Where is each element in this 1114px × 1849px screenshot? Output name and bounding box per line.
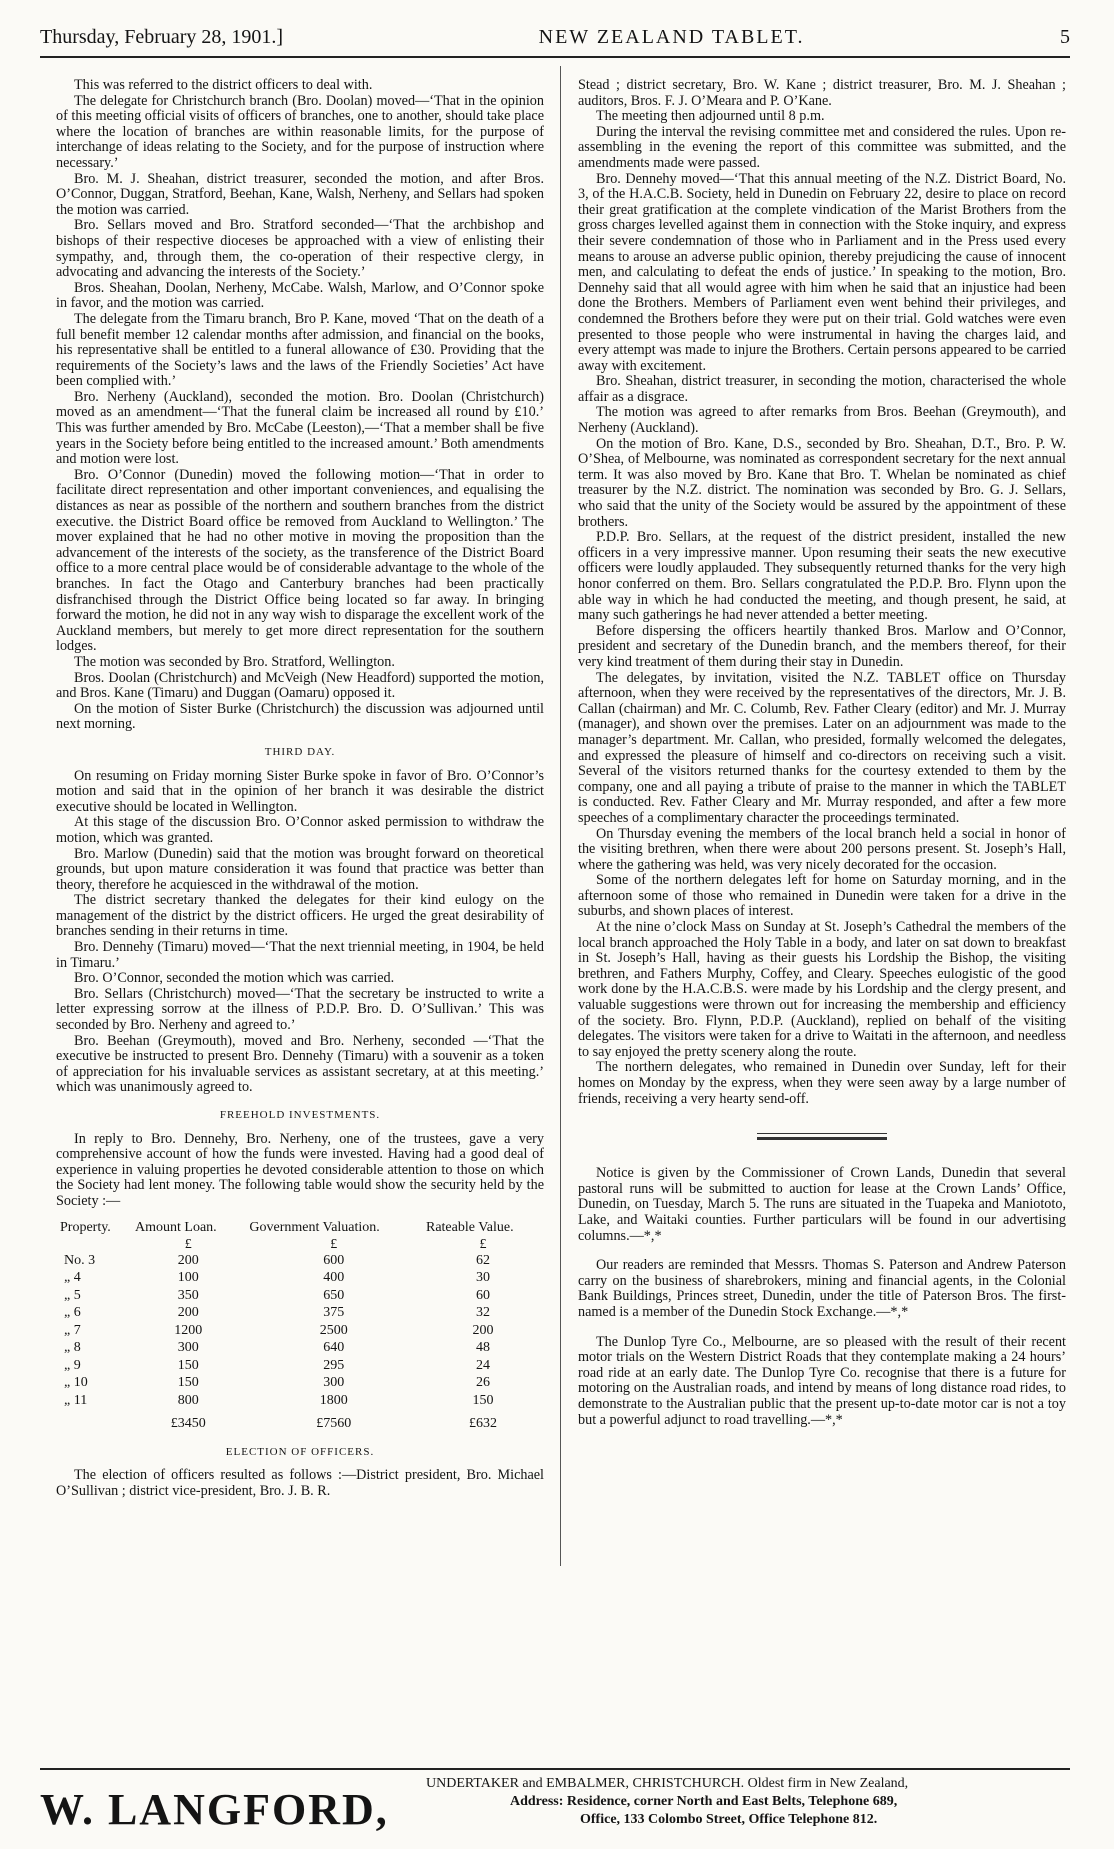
cell: „ 4 (64, 1270, 81, 1286)
cell: 150 (177, 1357, 199, 1373)
paragraph: Bros. Doolan (Christchurch) and McVeigh (New Headford) supported the motion, and Bros. Kane (Timaru) and Duggan (Oamaru) opposed it. (56, 669, 544, 702)
cell: 32 (475, 1305, 490, 1321)
table-row (56, 1304, 544, 1322)
cell: „ 8 (64, 1340, 81, 1356)
cell: 400 (323, 1270, 345, 1286)
address-label: Address: (510, 1794, 564, 1809)
cell: 62 (475, 1252, 490, 1268)
paragraph: Bro. Sellars (Christchurch) moved—‘That the secretary be instructed to write a letter expressing sorrow at the illness of P.D.P. Bro. D. O’Sullivan.’ This was seconded by Bro. Nerheny and agreed to.’ (56, 985, 544, 1034)
notices (578, 1166, 1066, 1428)
notice-paterson-bros: Our readers are reminded that Messrs. Thomas S. Paterson and Andrew Paterson carry on the business of sharebrokers, mining and financial agents, in the Colonial Bank Buildings, Princes street, Dunedin, under the title of Paterson Bros. The first-named is a member of the Dunedin Stock Exchange.—*,* (578, 1257, 1066, 1320)
unit-cell: £ (184, 1236, 192, 1252)
table-row (56, 1357, 544, 1375)
cell: 24 (475, 1357, 490, 1373)
cell: 150 (472, 1392, 494, 1408)
paragraph: Bro. Nerheny (Auckland), seconded the motion. Bro. Doolan (Christchurch) moved as an amendment—‘That the funeral claim be increased all round by £10.’ This was further amended by Bro. McCabe (Leeston),—‘That a member shall be five years in the Society before being entitled to the increased amount.’ Both amendments and motion were lost. (56, 388, 544, 468)
newspaper-title: NEW ZEALAND TABLET. (538, 26, 805, 48)
section-heading-third-day: THIRD DAY. (264, 745, 336, 758)
cell: No. 3 (64, 1252, 96, 1268)
header-property: Property. (60, 1219, 111, 1235)
cell: „ 10 (64, 1375, 88, 1391)
table-row (56, 1392, 544, 1410)
paragraph: The motion was agreed to after remarks from Bros. Beehan (Greymouth), and Nerheny (Auckland). (578, 404, 1066, 437)
cell: „ 11 (64, 1392, 88, 1408)
cell: 26 (475, 1375, 490, 1391)
table-row (56, 1252, 544, 1270)
address-office: Office, 133 Colombo Street, Office Telephone 812. (580, 1812, 878, 1827)
cell: 640 (323, 1340, 345, 1356)
cell: 295 (323, 1357, 345, 1373)
table-row (56, 1322, 544, 1340)
table-row (56, 1339, 544, 1357)
property-table (56, 1220, 544, 1433)
cell: „ 9 (64, 1357, 81, 1373)
total-cell (56, 1409, 131, 1433)
advertiser-address (510, 1794, 897, 1810)
cell: 200 (472, 1322, 494, 1338)
paragraph: Bro. M. J. Sheahan, district treasurer, seconded the motion, and after Bros. O’Connor, Duggan, Stratford, Beehan, Kane, Walsh, Nerheny, and Sellars had spoken the motion was carried. (56, 170, 544, 218)
paragraph: The district secretary thanked the delegates for their kind eulogy on the management of the district by the district officers. He urged the great desirability of branches sending in their returns in time. (56, 892, 544, 940)
paragraph: Stead ; district secretary, Bro. W. Kane ; district treasurer, Bro. M. J. Sheahan ; auditors, Bros. F. J. O’Meara and P. O’Kane. (578, 77, 1066, 109)
left-column (56, 78, 544, 1499)
advertiser-name: W. LANGFORD, (40, 1785, 389, 1834)
paragraph: On the motion of Sister Burke (Christchurch) the discussion was adjourned until next morning. (56, 700, 544, 733)
right-column (578, 78, 1066, 1442)
total-cell: £7560 (316, 1416, 352, 1432)
cell: 1200 (174, 1322, 203, 1338)
cell: 300 (177, 1340, 199, 1356)
notice-crown-lands: Notice is given by the Commissioner of Crown Lands, Dunedin that several pastoral runs will be submitted to auction for lease at the Crown Lands’ Office, Dunedin, on Tuesday, March 5. The runs are situated in the Tuapeka and Maniototo, Lake, and Waitaki counties. Further particulars will be found in our advertising columns.—*,* (578, 1165, 1066, 1244)
paragraph: At the nine o’clock Mass on Sunday at St. Joseph’s Cathedral the members of the local branch approached the Holy Table in a body, and later on sat down to breakfast in St. Joseph’s Hall, having as their guests his Lordship the Bishop, the visiting brethren, and Fathers Murphy, Coffey, and Cleary. Speeches eulogistic of the good work done by the H.A.C.B.S. were made by his Lordship and the clergy present, and valuable suggestions were thrown out for increasing the membership and efficiency of the society. Bro. Flynn, P.D.P. (Auckland), replied on behalf of the visiting delegates. The visitors were taken for a drive to Waitati in the afternoon, and needless to say enjoyed the pretty scenery along the route. (578, 919, 1066, 1060)
paragraph: Bro. Marlow (Dunedin) said that the motion was brought forward on theoretical grounds, but upon mature consideration it was found that practice was better than theory, therefore he acquiesced in the withdrawal of the motion. (56, 845, 544, 893)
paragraph: The delegate from the Timaru branch, Bro P. Kane, moved ‘That on the death of a full benefit member 12 calendar months after admission, and financial on the books, his representative shall be entitled to a funeral allowance of £30. Providing that the requirements of the Society’s laws and the laws of the Friendly Societies’ Act have been complied with.’ (56, 310, 544, 390)
table-row (56, 1269, 544, 1287)
unit-cell: £ (330, 1236, 338, 1252)
paragraph: P.D.P. Bro. Sellars, at the request of the district president, installed the new officers in a very impressive manner. Upon resuming their seats the new executive officers were loudly applauded. They subsequently returned thanks for the very high honor conferred on them. Bro. Sellars congratulated the P.D.P. Bro. Flynn upon the able way in which he had conducted the meeting, and though present, he said, at many such gatherings he had never attended a better meeting. (578, 529, 1066, 624)
paragraph: Bro. O’Connor, seconded the motion which was carried. (74, 970, 395, 987)
cell: 350 (177, 1287, 199, 1303)
cell: 150 (177, 1375, 199, 1391)
paragraph: The meeting then adjourned until 8 p.m. (596, 108, 825, 125)
paragraph: The election of officers resulted as follows :—District president, Bro. Michael O’Sullivan ; district vice-president, Bro. J. B. R. (56, 1467, 544, 1499)
cell: 200 (177, 1305, 199, 1321)
divider-rule (757, 1133, 887, 1134)
paragraph: Before dispersing the officers heartily thanked Bros. Marlow and O’Connor, president and secretary of the Dunedin branch, and the members thereof, for their very kind treatment of them during their stay in Dunedin. (578, 622, 1066, 670)
advertiser-business: UNDERTAKER and EMBALMER, CHRISTCHURCH. Oldest firm in New Zealand, (426, 1776, 909, 1791)
page-number: 5 (1059, 26, 1070, 48)
header-amount-loan: Amount Loan. (135, 1219, 217, 1235)
column-divider (560, 66, 561, 1566)
paragraph: On the motion of Bro. Kane, D.S., seconded by Bro. Sheahan, D.T., Bro. P. W. O’Shea, of Melbourne, was nominated as correspondent secretary for the next annual term. It was also moved by Bro. Kane that Bro. T. Whelan be nominated as chief treasurer by the N.Z. district. The nomination was seconded by Bro. G. J. Sellars, who said that the unity of the Society would be assured by the appointment of these brothers. (578, 435, 1066, 530)
paragraph: Bro. Dennehy (Timaru) moved—‘That the next triennial meeting, in 1904, be held in Timaru.’ (56, 939, 544, 971)
cell: „ 5 (64, 1287, 81, 1303)
paragraph: Bro. O’Connor (Dunedin) moved the following motion—‘That in order to facilitate direct representation and other important conveniences, and equalising the distances as near as possible of the northern and southern branches from the district executive. the District Board office be removed from Auckland to Wellington.’ The mover explained that he had no other motive in moving the proposition than the advancement of the interests of the society, as the transference of the District Board office to a more central place would be of considerable advantage to the whole of the branches. In fact the Otago and Canterbury branches had been practically disfranchised through the District Office being located so far away. In bringing forward the motion, he did not in any way wish to disparage the excellent work of the Auckland members, but merely to get more direct representation for the southern lodges. (56, 466, 544, 655)
address-residence: Residence, corner North and East Belts, Telephone 689, (566, 1794, 898, 1809)
paragraph: On resuming on Friday morning Sister Burke spoke in favor of Bro. O’Connor’s motion and said that in the opinion of her branch it was desirable the district executive should be located in Wellington. (56, 767, 544, 815)
cell: 800 (177, 1392, 199, 1408)
divider-rule (757, 1137, 887, 1140)
paragraph: Some of the northern delegates left for home on Saturday morning, and in the afternoon some of those who remained in Dunedin were taken for a drive in the suburbs, and shown places of interest. (578, 872, 1066, 920)
cell: 60 (475, 1287, 490, 1303)
notice-dunlop-tyre: The Dunlop Tyre Co., Melbourne, are so pleased with the result of their recent motor trials on the Western District Roads that they contemplate making a 24 hours’ road ride at an early date. The Dunlop Tyre Co. recognise that there is a future for motoring on the Australian roads, and intend by means of long distance road rides, to demonstrate to the Australian public that the present up-to-date motor car is not a toy but a powerful adjunct to road travelling.—*,* (578, 1333, 1066, 1428)
total-cell: £632 (468, 1416, 497, 1432)
table-row (56, 1374, 544, 1392)
paragraph: The delegate for Christchurch branch (Bro. Doolan) moved—‘That in the opinion of this meeting official visits of officers of branches, one to another, should take place where the location of branches are within reasonable limits, for the purpose of interchange of ideas relating to the Society, and for the purpose of instruction where necessary.’ (56, 92, 544, 171)
units-row (56, 1237, 544, 1252)
paragraph: In reply to Bro. Dennehy, Bro. Nerheny, one of the trustees, gave a very comprehensive account of how the funds were invested. Having had a good deal of experience in valuing properties he devoted considerable attention to those on which the Society had lent money. The following table would show the security held by the Society :— (56, 1130, 544, 1209)
section-heading-freehold: FREEHOLD INVESTMENTS. (219, 1109, 381, 1121)
paragraph: The motion was seconded by Bro. Stratford, Wellington. (74, 653, 395, 670)
table-header-row (56, 1220, 544, 1237)
paragraph: At this stage of the discussion Bro. O’Connor asked permission to withdraw the motion, which was granted. (56, 814, 544, 846)
masthead (40, 26, 1070, 58)
section-heading-election: ELECTION OF OFFICERS. (225, 1445, 375, 1458)
totals-row (56, 1409, 544, 1433)
unit-cell (56, 1237, 131, 1252)
paragraph: Bro. Beehan (Greymouth), moved and Bro. Nerheny, seconded —‘That the executive be instructed to present Bro. Dennehy (Timaru) with a souvenir as a token of appreciation for his invaluable services as assistant secretary, at at this meeting.’ which was unanimously agreed to. (56, 1032, 544, 1096)
header-rateable-value: Rateable Value. (425, 1219, 514, 1235)
paragraph: Bro. Sheahan, district treasurer, in seconding the motion, characterised the whole affair as a disgrace. (578, 373, 1066, 405)
paragraph: Bro. Dennehy moved—‘That this annual meeting of the N.Z. District Board, No. 3, of the H.A.C.B. Society, held in Dunedin on February 22, desire to place on record their great gratification at the complete vindication of the Marist Brothers from the gross charges levelled against them in connection with the Stoke inquiry, and express their severe condemnation of those who in Parliament and in the Press used every means to arouse an adverse public opinion, thereby prejudicing the cause of innocent men, and calculating to defeat the ends of justice.’ In speaking to the motion, Bro. Dennehy said that all would agree with him when he said that an injustice had been done the Brothers. Members of Parliament even went behind their privileges, and condemned the Brothers before they were put on their trial. Gold watches were even presented to those people who were instrumental in having the charges laid, and every attempt was made to injure the Brothers. Certain persons appeared to be carried away with excitement. (578, 170, 1066, 374)
cell: 48 (475, 1340, 490, 1356)
paragraph: The delegates, by invitation, visited the N.Z. TABLET office on Thursday afternoon, when they were received by the representatives of the directors, Mr. J. B. Callan (chairman) and Mr. C. Columb, Rev. Father Cleary (editor) and Mr. J. Murray (manager), and shown over the premises. Later on an adjournment was made to the manager’s department. Mr. Callan, who presided, formally welcomed the delegates, and expressed the pleasure of himself and co-directors on receiving such a visit. Several of the visitors returned thanks for the courtesy extended to them by the company, one and all paying a tribute of praise to the manner in which the TABLET is conducted. Rev. Father Cleary and Mr. Murray responded, and after a few more speeches of a complimentary character the proceedings terminated. (578, 669, 1066, 826)
paragraph: This was referred to the district officers to deal with. (74, 77, 373, 93)
unit-cell: £ (479, 1236, 487, 1252)
cell: „ 7 (64, 1322, 81, 1338)
table-row (56, 1287, 544, 1305)
cell: 600 (323, 1252, 345, 1268)
cell: „ 6 (64, 1305, 81, 1321)
issue-date: Thursday, February 28, 1901.] (40, 26, 284, 48)
cell: 375 (323, 1305, 345, 1321)
cell: 2500 (319, 1322, 348, 1338)
paragraph: The northern delegates, who remained in Dunedin over Sunday, left for their homes on Monday by the express, when they were seen away by a large number of friends, receiving a very hearty send-off. (578, 1059, 1066, 1107)
paragraph: Bro. Sellars moved and Bro. Stratford seconded—‘That the archbishop and bishops of their respective dioceses be approached with a view of enlisting their sympathy, and, through them, the co-operation of their respective clergy, in advocating and advancing the interests of the Society.’ (56, 217, 544, 281)
cell: 200 (177, 1252, 199, 1268)
paragraph: Bros. Sheahan, Doolan, Nerheny, McCabe. Walsh, Marlow, and O’Connor spoke in favor, and the motion was carried. (56, 279, 544, 312)
total-cell: £3450 (170, 1416, 206, 1432)
paragraph: On Thursday evening the members of the local branch held a social in honor of the visiting brethren, when there were about 200 persons present. St. Joseph’s Hall, where the gathering was held, was very nicely decorated for the occasion. (578, 825, 1066, 873)
header-government-valuation: Government Valuation. (249, 1219, 380, 1235)
cell: 650 (323, 1287, 345, 1303)
cell: 1800 (319, 1392, 348, 1408)
cell: 30 (475, 1270, 490, 1286)
paragraph: During the interval the revising committee met and considered the rules. Upon re-assembling in the evening the report of this committee was submitted, and the amendments made were passed. (578, 123, 1066, 171)
advertisement-langford (40, 1768, 1070, 1840)
cell: 300 (323, 1375, 345, 1391)
cell: 100 (177, 1270, 199, 1286)
